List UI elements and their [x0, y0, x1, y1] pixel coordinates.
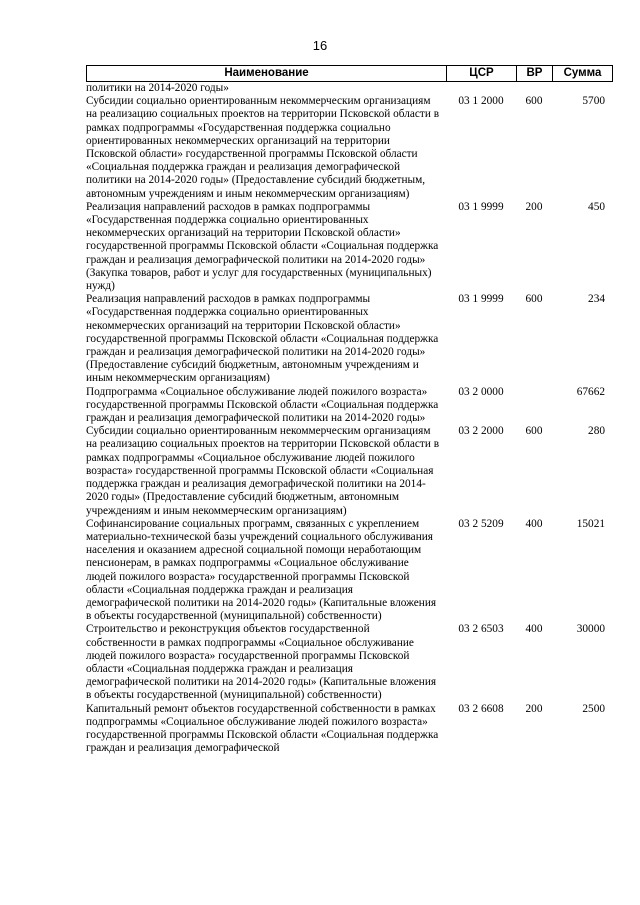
row-vr: 600: [525, 425, 543, 438]
table-row: [86, 518, 613, 624]
row-vr: 400: [525, 517, 543, 530]
row-name: Субсидии социально ориентированным некоммерческим организациям на реализацию социальных проектов на территории Псковской области в рамках подпрограммы «Социальное обслуживание людей пожилого возраста» государственной программы Псковской области «Социальная поддержка граждан и реализация демографической политики на 2014-2020 годы» (Предоставление субсидий бюджетным, автономным учреждениям и иным некоммерческим организациям): [86, 425, 440, 517]
row-name: Реализация направлений расходов в рамках подпрограммы «Государственная поддержка социально ориентированных некоммерческих организаций на территории Псковской области» государственной программы Псковской области «Социальная поддержка граждан и реализация демографической политики на 2014-2020 годы» (Закупка товаров, работ и услуг для государственных (муниципальных) нужд): [86, 200, 439, 293]
row-name: Субсидии социально ориентированным некоммерческим организациям на реализацию социальных проектов на территории Псковской области в рамках подпрограммы «Государственная поддержка социально ориентированных некоммерческих организаций на территории Псковской области» государственной программы Псковской области «Социальная поддержка граждан и реализация демографической политики на 2014-2020 годы» (Предоставление субсидий бюджетным, автономным учреждениям и иным некоммерческим организациям): [86, 95, 440, 200]
table-header: [86, 65, 613, 82]
table-row: [86, 95, 613, 201]
row-csr: 03 1 2000: [458, 95, 504, 108]
table-row: [86, 293, 613, 385]
row-name: Капитальный ремонт объектов государственной собственности в рамках подпрограммы «Социальное обслуживание людей пожилого возраста» государственной программы Псковской области «Социальная поддержка граждан и реализация демографической: [86, 702, 439, 755]
row-name: политики на 2014-2020 годы»: [86, 82, 229, 94]
row-name: Софинансирование социальных программ, связанных с укреплением материально-технической базы учреждений социального обслуживания населения и оказанием адресной социальной помощи неработающим пенсионерам, в рамках подпрограммы «Социальное обслуживание людей пожилого возраста» государственной программы Псковской области «Социальная поддержка граждан и реализация демографической политики на 2014-2020 годы» (Капитальные вложения в объекты государственной (муниципальной) собственности): [86, 517, 437, 623]
row-sum: 15021: [576, 517, 605, 530]
table-row: [86, 82, 613, 95]
header-vr: ВР: [517, 66, 553, 81]
page-number: 16: [312, 38, 328, 53]
header-sum: Сумма: [563, 67, 602, 79]
row-vr: 200: [525, 702, 543, 715]
row-vr: 200: [525, 200, 543, 213]
row-csr: 03 2 6608: [458, 702, 504, 715]
row-sum: 2500: [582, 702, 605, 715]
row-vr: 600: [525, 293, 543, 306]
row-csr: 03 2 2000: [458, 425, 504, 438]
row-sum: 280: [588, 425, 605, 438]
budget-table: [86, 65, 613, 755]
row-csr: 03 1 9999: [458, 200, 504, 213]
row-name: Подпрограмма «Социальное обслуживание людей пожилого возраста» государственной программы Псковской области «Социальная поддержка граждан и реализация демографической политики на 2014-2020 годы»: [86, 385, 439, 425]
table-row: [86, 386, 613, 426]
table-row: [86, 703, 613, 756]
table-row: [86, 623, 613, 702]
header-name: Наименование: [87, 66, 447, 81]
header-csr: ЦСР: [447, 66, 517, 81]
row-csr: 03 2 5209: [458, 517, 504, 530]
row-sum: 234: [588, 293, 605, 306]
row-sum: 67662: [576, 385, 605, 398]
row-vr: 600: [525, 95, 543, 108]
row-csr: 03 1 9999: [458, 293, 504, 306]
row-name: Реализация направлений расходов в рамках подпрограммы «Государственная поддержка социально ориентированных некоммерческих организаций на территории Псковской области» государственной программы Псковской области «Социальная поддержка граждан и реализация демографической политики на 2014-2020 годы» (Предоставление субсидий бюджетным, автономным учреждениям и иным некоммерческим организациям): [86, 293, 439, 385]
row-csr: 03 2 6503: [458, 623, 504, 636]
row-sum: 450: [588, 200, 605, 213]
table-row: [86, 425, 613, 517]
row-sum: 5700: [582, 95, 605, 108]
row-csr: 03 2 0000: [458, 385, 504, 398]
row-sum: 30000: [576, 623, 605, 636]
row-name: Строительство и реконструкция объектов государственной собственности в рамках подпрограммы «Социальное обслуживание людей пожилого возраста» государственной программы Псковской области «Социальная поддержка граждан и реализация демографической политики на 2014-2020 годы» (Капитальные вложения в объекты государственной (муниципальной) собственности): [86, 623, 437, 702]
table-row: [86, 201, 613, 293]
row-vr: 400: [525, 623, 543, 636]
